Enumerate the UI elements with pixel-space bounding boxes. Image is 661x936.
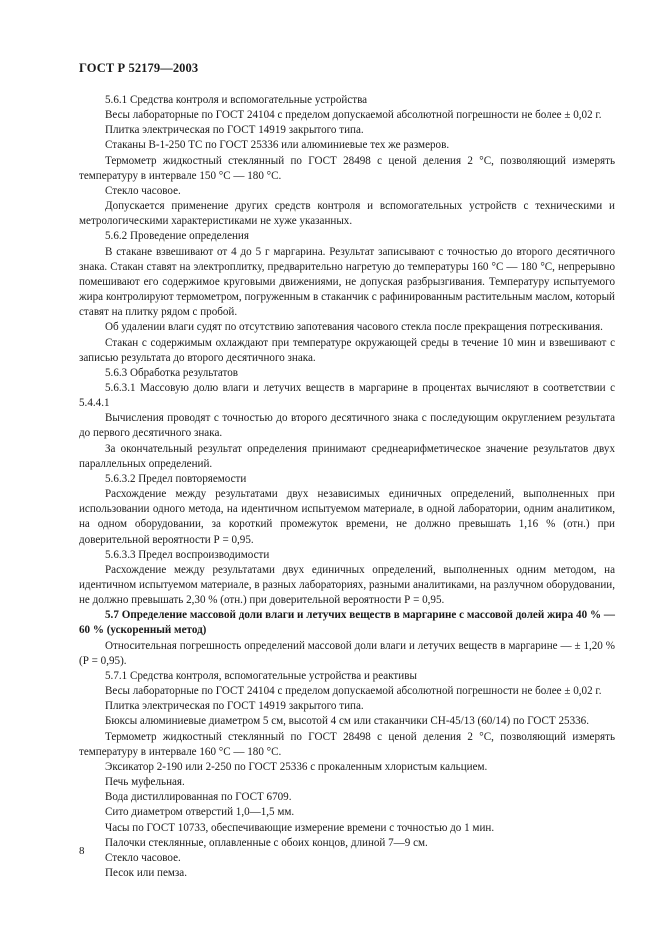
paragraph: Бюксы алюминиевые диаметром 5 см, высотой 4 см или стаканчики СН-45/13 (60/14) по ГОСТ 25336. — [105, 715, 589, 728]
paragraph: Стакан с содержимым охлаждают при температуре окружающей среды в течение 10 мин и взвешивают с записью результата до второго десятичного знака. — [79, 336, 615, 364]
paragraph: Стаканы В-1-250 ТС по ГОСТ 25336 или алюминиевые тех же размеров. — [105, 139, 450, 152]
section-heading: 5.7.1 Средства контроля, вспомогательные устройства и реактивы — [105, 669, 417, 682]
paragraph: В стакане взвешивают от 4 до 5 г маргарина. Результат записывают с точностью до второго десятичного знака. Стакан ставят на электроплитку, предварительно нагретую до температуры 160 °С — 180 °С, непрерывно помешивают его содержимое круговыми движениями, не допуская разбрызгивания. Температуру испытуемого жира контролируют термометром, погруженным в стаканчик с рафинированным растительным маслом, который ставят на плитку рядом с пробой. — [79, 245, 615, 319]
paragraph: Вычисления проводят с точностью до второго десятичного знака с последующим округлением результата до первого десятичного знака. — [79, 412, 615, 440]
document-body — [79, 93, 615, 881]
paragraph: Плитка электрическая по ГОСТ 14919 закрытого типа. — [105, 700, 364, 713]
paragraph: Сито диаметром отверстий 1,0—1,5 мм. — [105, 806, 295, 819]
paragraph: Палочки стеклянные, оплавленные с обоих концов, длиной 7—9 см. — [105, 836, 428, 849]
paragraph: Стекло часовое. — [105, 184, 181, 197]
section-heading: 5.6.2 Проведение определения — [105, 230, 249, 243]
paragraph: Стекло часовое. — [105, 851, 181, 864]
paragraph: Часы по ГОСТ 10733, обеспечивающие измерение времени с точностью до 1 мин. — [105, 821, 495, 834]
paragraph: Расхождение между результатами двух независимых единичных определений, выполненных при использовании одного метода, на идентичном испытуемом материале, в одной лаборатории, одним аналитиком, на одном оборудовании, за короткий промежуток времени, не должно превышать 1,16 % (отн.) при доверительной вероятности Р = 0,95. — [79, 488, 615, 546]
section-heading-bold: 5.7 Определение массовой доли влаги и летучих веществ в маргарине с массовой долей жира 40 % — 60 % (ускоренный метод) — [79, 609, 615, 637]
paragraph: Плитка электрическая по ГОСТ 14919 закрытого типа. — [105, 124, 364, 137]
paragraph: Печь муфельная. — [105, 776, 185, 789]
paragraph: Песок или пемза. — [105, 866, 187, 879]
paragraph: Относительная погрешность определений массовой доли влаги и летучих веществ в маргарине — ± 1,20 % (Р = 0,95). — [79, 639, 615, 667]
paragraph: За окончательный результат определения принимают среднеарифметическое значение результатов двух параллельных определений. — [79, 442, 615, 470]
paragraph: Термометр жидкостный стеклянный по ГОСТ 28498 с ценой деления 2 °С, позволяющий измерять температуру в интервале 160 °С — 180 °С. — [79, 730, 615, 758]
section-heading: 5.6.3.3 Предел воспроизводимости — [105, 548, 270, 561]
paragraph: Термометр жидкостный стеклянный по ГОСТ 28498 с ценой деления 2 °С, позволяющий измерять температуру в интервале 150 °С — 180 °С. — [79, 154, 615, 182]
section-heading: 5.6.3 Обработка результатов — [105, 366, 238, 379]
section-heading: 5.6.3.2 Предел повторяемости — [105, 472, 247, 485]
paragraph: Об удалении влаги судят по отсутствию запотевания часового стекла после прекращения потрескивания. — [105, 321, 603, 334]
standard-header: ГОСТ Р 52179—2003 — [79, 61, 199, 75]
page-number: 8 — [79, 845, 85, 857]
paragraph: 5.6.3.1 Массовую долю влаги и летучих веществ в маргарине в процентах вычисляют в соответствии с 5.4.4.1 — [79, 381, 615, 410]
section-heading: 5.6.1 Средства контроля и вспомогательные устройства — [105, 94, 368, 106]
paragraph: Допускается применение других средств контроля и вспомогательных устройств с техническими и метрологическими характеристиками не хуже указанных. — [79, 200, 615, 228]
paragraph: Весы лабораторные по ГОСТ 24104 с пределом допускаемой абсолютной погрешности не более ± 0,02 г. — [105, 109, 602, 122]
paragraph: Весы лабораторные по ГОСТ 24104 с пределом допускаемой абсолютной погрешности не более ± 0,02 г. — [105, 685, 602, 698]
paragraph: Эксикатор 2-190 или 2-250 по ГОСТ 25336 с прокаленным хлористым кальцием. — [105, 760, 488, 773]
paragraph: Расхождение между результатами двух единичных определений, выполненных одним методом, на идентичном испытуемом материале, в разных лабораториях, разными аналитиками, на разлучном оборудовании, не должно превышать 2,30 % (отн.) при доверительной вероятности Р = 0,95. — [79, 563, 615, 607]
paragraph: Вода дистиллированная по ГОСТ 6709. — [105, 791, 292, 804]
